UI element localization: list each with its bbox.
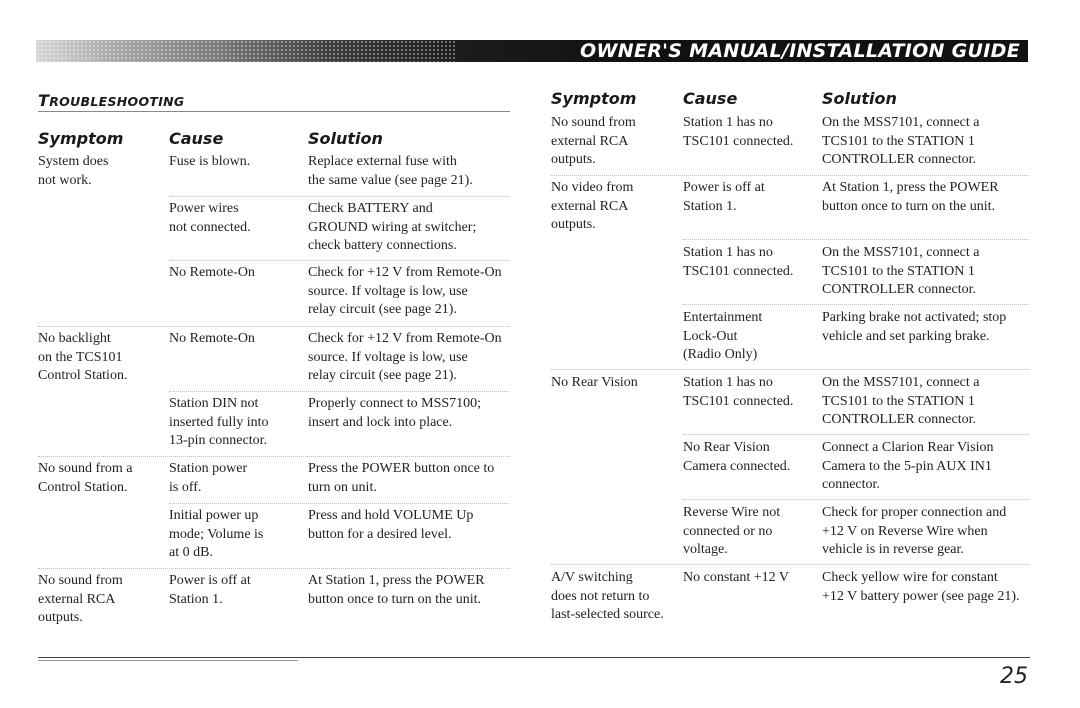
row-separator: [551, 175, 1029, 176]
row-separator: [683, 239, 1029, 240]
right-row-8-cause: No constant +12 V: [683, 570, 790, 585]
row-separator: [38, 568, 510, 569]
row-separator: [551, 564, 1029, 565]
row-separator: [683, 434, 1029, 435]
right-row-8-symptom: A/V switching does not return to last-selected source.: [551, 570, 664, 623]
row-separator: [169, 196, 509, 197]
header-banner: [36, 40, 1028, 62]
footer-rule: [38, 657, 1030, 658]
right-header-solution: Solution: [822, 89, 897, 108]
section-title: [38, 91, 184, 110]
page-number: 25: [1000, 664, 1028, 689]
right-row-5-solution: On the MSS7101, connect a TCS101 to the STATION 1 CONTROLLER connector.: [822, 375, 980, 428]
left-header-symptom: Symptom: [38, 129, 124, 148]
left-row-1-cause: Fuse is blown.: [169, 154, 251, 169]
section-title-initial: T: [38, 91, 50, 110]
row-separator: [169, 503, 509, 504]
left-row-5-solution: Properly connect to MSS7100; insert and lock into place.: [308, 396, 482, 430]
right-row-2-symptom: No video from external RCA outputs.: [551, 180, 634, 233]
row-separator: [169, 260, 509, 261]
left-row-5-cause: Station DIN not inserted fully into 13-pin connector.: [169, 396, 269, 449]
banner-halftone-pattern: [36, 40, 456, 62]
left-row-7-solution: Press and hold VOLUME Up button for a desired level.: [308, 508, 474, 542]
right-row-3-cause: Station 1 has no TSC101 connected.: [683, 245, 794, 279]
left-row-3-cause: No Remote-On: [169, 265, 255, 280]
row-separator: [38, 326, 510, 327]
row-separator: [551, 369, 1029, 370]
section-title-rule: [38, 111, 510, 112]
right-row-5-cause: Station 1 has no TSC101 connected.: [683, 375, 794, 409]
manual-title: OWNER'S MANUAL/INSTALLATION GUIDE: [580, 40, 1020, 62]
left-row-8-solution: At Station 1, press the POWER button once to turn on the unit.: [308, 573, 485, 607]
right-row-6-solution: Connect a Clarion Rear Vision Camera to the 5-pin AUX IN1 connector.: [822, 440, 994, 493]
right-row-1-cause: Station 1 has no TSC101 connected.: [683, 115, 794, 149]
right-row-6-cause: No Rear Vision Camera connected.: [683, 440, 791, 474]
right-header-symptom: Symptom: [551, 89, 637, 108]
left-row-3-solution: Check for +12 V from Remote-On source. If voltage is low, use relay circuit (see page 21).: [308, 265, 502, 318]
left-row-2-solution: Check BATTERY and GROUND wiring at switcher; check battery connections.: [308, 201, 477, 254]
right-row-3-solution: On the MSS7101, connect a TCS101 to the STATION 1 CONTROLLER connector.: [822, 245, 980, 298]
left-header-solution: Solution: [308, 129, 383, 148]
left-row-8-symptom: No sound from external RCA outputs.: [38, 573, 123, 626]
left-row-4-solution: Check for +12 V from Remote-On source. If voltage is low, use relay circuit (see page 21).: [308, 331, 502, 384]
left-row-1-symptom: System does not work.: [38, 154, 109, 188]
row-separator: [683, 499, 1029, 500]
left-row-4-symptom: No backlight on the TCS101 Control Station.: [38, 331, 128, 384]
right-row-7-solution: Check for proper connection and +12 V on Reverse Wire when vehicle is in reverse gear.: [822, 505, 1007, 558]
right-row-2-cause: Power is off at Station 1.: [683, 180, 765, 214]
left-row-8-cause: Power is off at Station 1.: [169, 573, 251, 607]
right-row-7-cause: Reverse Wire not connected or no voltage.: [683, 505, 781, 558]
right-row-5-symptom: No Rear Vision: [551, 375, 638, 390]
right-row-4-solution: Parking brake not activated; stop vehicle and set parking brake.: [822, 310, 1007, 344]
left-row-6-solution: Press the POWER button once to turn on unit.: [308, 461, 495, 495]
right-row-1-symptom: No sound from external RCA outputs.: [551, 115, 636, 168]
row-separator: [38, 456, 510, 457]
left-row-7-cause: Initial power up mode; Volume is at 0 dB.: [169, 508, 264, 561]
left-row-1-solution: Replace external fuse with the same value (see page 21).: [308, 154, 473, 188]
footer-rule-accent: [38, 660, 298, 661]
left-row-6-symptom: No sound from a Control Station.: [38, 461, 133, 495]
right-row-8-solution: Check yellow wire for constant +12 V battery power (see page 21).: [822, 570, 1020, 604]
right-row-4-cause: Entertainment Lock-Out (Radio Only): [683, 310, 763, 363]
row-separator: [683, 304, 1029, 305]
row-separator: [169, 391, 509, 392]
right-row-1-solution: On the MSS7101, connect a TCS101 to the STATION 1 CONTROLLER connector.: [822, 115, 980, 168]
left-row-2-cause: Power wires not connected.: [169, 201, 251, 235]
left-header-cause: Cause: [169, 129, 224, 148]
section-title-rest: ROUBLESHOOTING: [49, 94, 185, 109]
left-row-4-cause: No Remote-On: [169, 331, 255, 346]
right-row-2-solution: At Station 1, press the POWER button once to turn on the unit.: [822, 180, 999, 214]
right-header-cause: Cause: [683, 89, 738, 108]
left-row-6-cause: Station power is off.: [169, 461, 248, 495]
